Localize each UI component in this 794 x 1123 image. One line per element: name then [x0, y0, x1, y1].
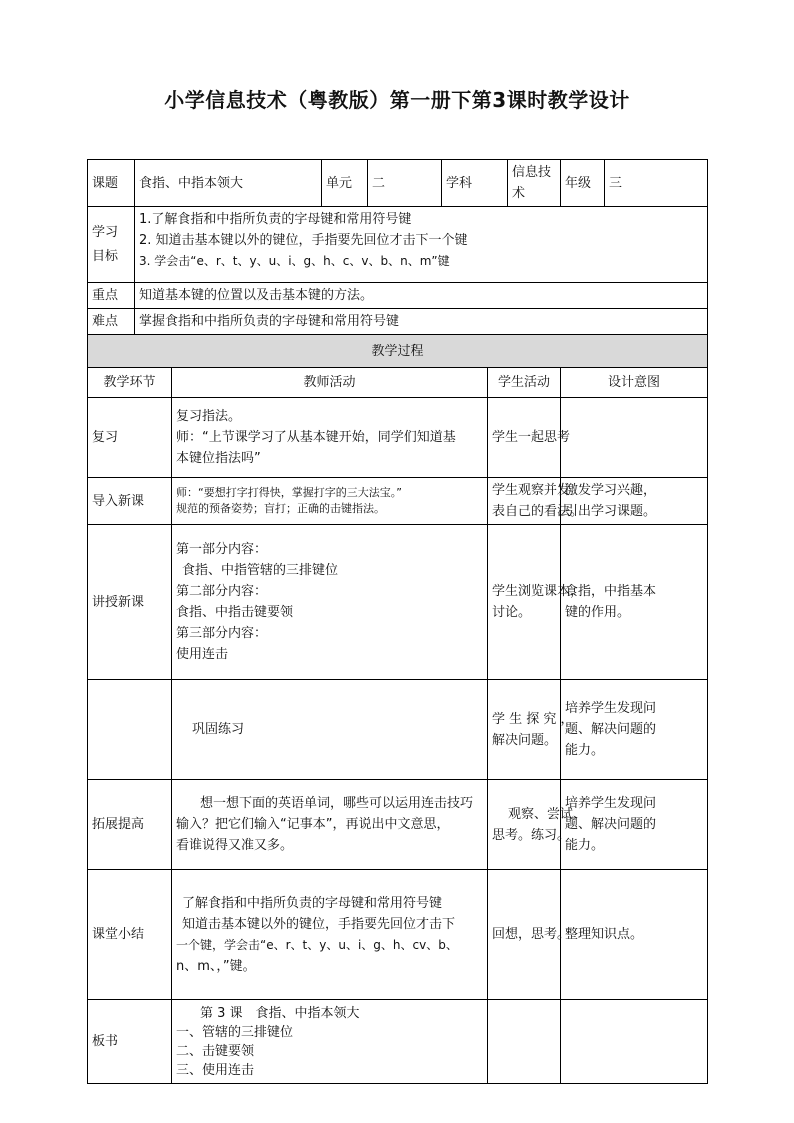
col-teacher-header: 教师活动: [172, 368, 488, 398]
board-line: 第 3 课 食指、中指本领大: [200, 1005, 360, 1021]
teacher-line: 看谁说得又准又多。: [176, 838, 294, 853]
student-line: 学生观察并发: [492, 483, 571, 498]
teacher-line: 想一想下面的英语单词，哪些可以运用连击技巧: [200, 796, 474, 811]
table-row: [88, 478, 708, 525]
table-row: [88, 680, 708, 780]
objective-line: 2. 知道击基本键以外的键位，手指要先回位才击下一个键: [139, 233, 468, 248]
teacher-line: 本键位指法吗”: [176, 451, 261, 466]
intent-line: 能力。: [565, 743, 605, 758]
intent-line: 键的作用。: [565, 605, 631, 620]
key-point-value: 知道基本键的位置以及击基本键的方法。: [135, 283, 708, 309]
student-line: 思考。练习。: [492, 827, 571, 843]
subject-label: 学科: [442, 160, 508, 207]
col-intent-header: 设计意图: [561, 368, 708, 398]
unit-label: 单元: [322, 160, 368, 207]
key-point-row: [88, 283, 708, 309]
objective-line: 1.了解食指和中指所负责的字母键和常用符号键: [139, 212, 412, 227]
subject-value: 信息技术: [508, 160, 561, 207]
student-line: 表自己的看法。: [492, 504, 584, 519]
process-header: 教学过程: [88, 335, 708, 368]
stage-cell: 板书: [88, 1000, 172, 1084]
student-line: 学生浏览课本，: [492, 584, 584, 599]
difficulty-row: [88, 309, 708, 335]
document-title: 小学信息技术（粤教版）第一册下第3课时教学设计: [164, 88, 630, 112]
teacher-line: 师：“上节课学习了从基本键开始，同学们知道基: [176, 430, 456, 445]
col-stage-header: 教学环节: [88, 368, 172, 398]
table-row: [88, 1000, 708, 1084]
stage-cell: 课堂小结: [88, 870, 172, 1000]
intent-line: 引出学习课题。: [565, 504, 657, 519]
teacher-line: 一个键，学会击“e、r、t、y、u、i、g、h、cv、b、: [176, 937, 458, 952]
stage-cell: 复习: [88, 398, 172, 478]
stage-cell: 导入新课: [88, 478, 172, 525]
student-line: 讨论。: [492, 605, 532, 620]
intent-line: 能力。: [565, 838, 605, 853]
intent-line: 激发学习兴趣，: [565, 483, 657, 498]
stage-cell: 讲授新课: [88, 525, 172, 680]
student-line: 学 生 探 究 ，: [492, 711, 574, 727]
student-cell: [488, 1000, 561, 1084]
intent-line: 培养学生发现问: [565, 796, 657, 811]
table-row: [88, 780, 708, 870]
board-line: 二、击键要领: [176, 1043, 255, 1059]
difficulty-label: 难点: [88, 309, 135, 335]
teacher-line: 知道击基本键以外的键位，手指要先回位才击下: [182, 916, 456, 932]
info-row: [88, 160, 708, 207]
intent-cell: [561, 398, 708, 478]
objective-line: 3. 学会击“e、r、t、y、u、i、g、h、c、v、b、n、m”键: [139, 254, 450, 268]
table-row: [88, 525, 708, 680]
board-line: 三、使用连击: [176, 1062, 255, 1078]
teacher-line: 食指、中指管辖的三排键位: [182, 563, 339, 578]
intent-line: 题、解决问题的: [565, 722, 657, 737]
teacher-line: n、m、，”键。: [176, 958, 256, 974]
teacher-line: 食指、中指击键要领: [176, 605, 294, 620]
teacher-line: 第二部分内容：: [176, 584, 268, 599]
teacher-line: 了解食指和中指所负责的字母键和常用符号键: [182, 895, 443, 911]
teacher-line: 复习指法。: [176, 409, 242, 424]
col-student-header: 学生活动: [488, 368, 561, 398]
table-row: [88, 398, 708, 478]
grade-value: 三: [605, 160, 708, 207]
student-line: 学生一起思考: [492, 430, 571, 445]
teacher-line: 师：“要想打字打得快，掌握打字的三大法宝。”: [176, 486, 402, 499]
stage-cell: 拓展提高: [88, 780, 172, 870]
objectives-label: 学习目标: [88, 207, 135, 283]
teacher-line: 第一部分内容：: [176, 542, 268, 557]
student-line: 观察、尝试、: [508, 806, 587, 822]
teacher-line: 输入？把它们输入“记事本”，再说出中文意思，: [176, 817, 450, 832]
intent-line: 题、解决问题的: [565, 817, 657, 832]
table-row: [88, 870, 708, 1000]
teacher-line: 第三部分内容：: [176, 626, 268, 641]
teacher-line: 规范的预备姿势；盲打；正确的击键指法。: [176, 502, 385, 515]
lesson-plan-table: [87, 159, 708, 1084]
stage-cell: [88, 680, 172, 780]
grade-label: 年级: [561, 160, 605, 207]
difficulty-value: 掌握食指和中指所负责的字母键和常用符号键: [135, 309, 708, 335]
teacher-line: 巩固练习: [192, 722, 245, 737]
column-header-row: [88, 368, 708, 398]
topic-label: 课题: [88, 160, 135, 207]
unit-value: 二: [368, 160, 442, 207]
intent-cell: [561, 1000, 708, 1084]
intent-line: 整理知识点。: [565, 927, 644, 942]
topic-value: 食指、中指本领大: [135, 160, 322, 207]
key-point-label: 重点: [88, 283, 135, 309]
objectives-row: [88, 207, 708, 283]
process-header-row: [88, 335, 708, 368]
intent-line: 食指，中指基本: [565, 584, 657, 599]
student-line: 回想，思考。: [492, 927, 571, 942]
teacher-line: 使用连击: [176, 647, 229, 662]
student-line: 解决问题。: [492, 732, 558, 748]
intent-line: 培养学生发现问: [565, 701, 657, 716]
board-line: 一、管辖的三排键位: [176, 1024, 294, 1040]
